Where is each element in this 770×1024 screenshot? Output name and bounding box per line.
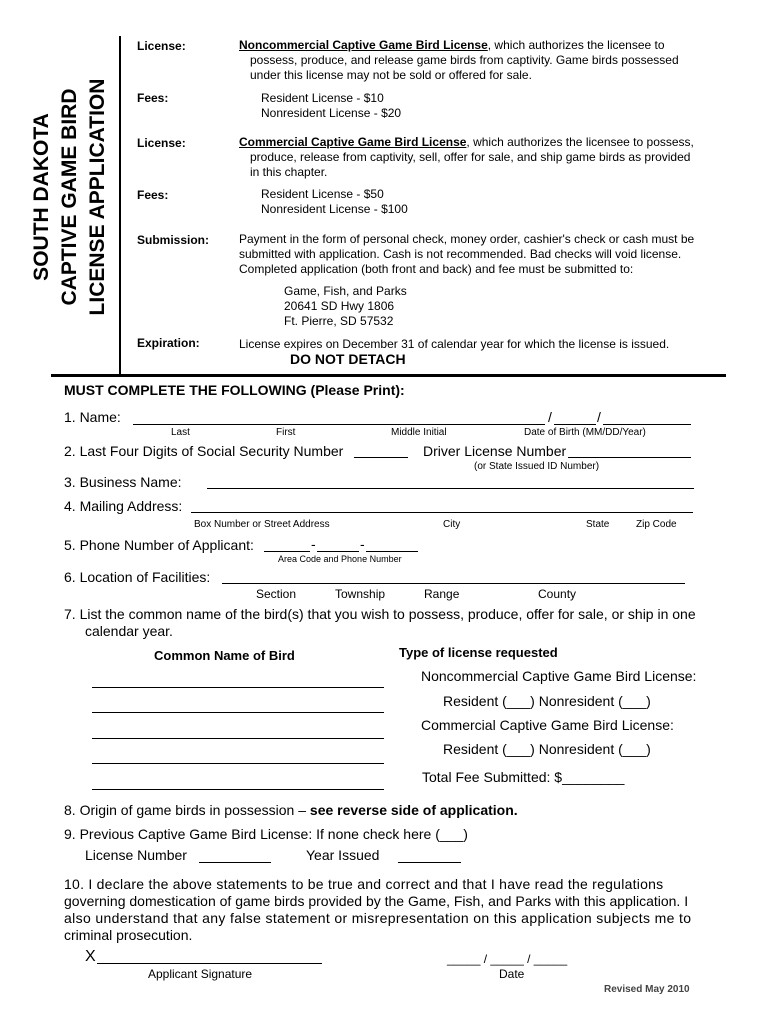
q10-line-a: 10. I declare the above statements to be true and correct and that I have read the regulations bbox=[64, 876, 664, 892]
address-line-3: Ft. Pierre, SD 57532 bbox=[284, 314, 394, 328]
license-type-noncommercial-options[interactable]: Resident (___) Nonresident (___) bbox=[443, 693, 651, 709]
header-divider-vertical bbox=[119, 36, 121, 374]
dob-slash-1: / bbox=[548, 409, 552, 425]
q9-year-issued-label: Year Issued bbox=[306, 847, 380, 863]
license-1-name: Noncommercial Captive Game Bird License bbox=[239, 38, 488, 52]
q10-line-b: governing domestication of game birds provided by the Game, Fish, and Parks with this application. I bbox=[64, 893, 689, 909]
license-2-text-c: in this chapter. bbox=[250, 165, 328, 179]
applicant-signature-field[interactable] bbox=[97, 963, 322, 964]
license-label-2: License: bbox=[137, 136, 186, 150]
q2-label: 2. Last Four Digits of Social Security Number bbox=[64, 443, 344, 459]
q10-line-c: also understand that any false statement or misrepresentation on this application subjects me to bbox=[64, 910, 692, 926]
q10-line-d: criminal prosecution. bbox=[64, 927, 193, 943]
expiration-text: License expires on December 31 of calendar year for which the license is issued. bbox=[239, 337, 670, 351]
license-1-text-a: , which authorizes the licensee to bbox=[487, 38, 665, 52]
facility-location-field[interactable] bbox=[222, 583, 685, 584]
q2-driver-license-label: Driver License Number bbox=[423, 443, 567, 459]
license-type-commercial-options[interactable]: Resident (___) Nonresident (___) bbox=[443, 741, 651, 757]
q8-reverse-side: see reverse side of application. bbox=[309, 802, 518, 818]
fees-1-nonresident: Nonresident License - $20 bbox=[261, 106, 402, 120]
fees-2-resident: Resident License - $50 bbox=[261, 187, 384, 201]
q4-zip-label: Zip Code bbox=[636, 519, 677, 530]
dob-year-field[interactable] bbox=[603, 424, 691, 425]
submission-text bbox=[239, 232, 724, 277]
bird-name-line-5[interactable] bbox=[92, 789, 384, 790]
expiration-label: Expiration: bbox=[137, 336, 200, 350]
submission-label: Submission: bbox=[137, 233, 210, 247]
q4-box-label: Box Number or Street Address bbox=[194, 519, 330, 530]
date-label: Date bbox=[499, 967, 525, 981]
license-2-text-b: produce, release from captivity, sell, offer for sale, and ship game birds as provided bbox=[250, 150, 691, 164]
q6-township-label: Township bbox=[335, 587, 386, 601]
common-name-header: Common Name of Bird bbox=[154, 648, 295, 663]
driver-license-field[interactable] bbox=[568, 457, 691, 458]
phone-area-code-field[interactable] bbox=[264, 551, 310, 552]
mailing-address-field[interactable] bbox=[191, 512, 693, 513]
submission-text-c: Completed application (both front and back) and fee must be submitted to: bbox=[239, 262, 634, 276]
fees-1 bbox=[261, 91, 401, 121]
phone-dash-2: - bbox=[360, 536, 365, 552]
bird-name-line-4[interactable] bbox=[92, 763, 384, 764]
license-1-description bbox=[239, 38, 719, 83]
submission-text-a: Payment in the form of personal check, money order, cashier's check or cash must be bbox=[239, 232, 695, 246]
submission-text-b: submitted with application. Cash is not recommended. Bad checks will void license. bbox=[239, 247, 682, 261]
license-type-header: Type of license requested bbox=[399, 645, 558, 660]
q9-license-number-label: License Number bbox=[85, 847, 187, 863]
license-type-noncommercial: Noncommercial Captive Game Bird License: bbox=[421, 668, 697, 684]
q6-county-label: County bbox=[538, 587, 577, 601]
bird-name-line-1[interactable] bbox=[92, 687, 384, 688]
year-issued-field[interactable] bbox=[398, 862, 461, 863]
q7-label-b: calendar year. bbox=[85, 623, 173, 639]
fees-2-nonresident: Nonresident License - $100 bbox=[261, 202, 408, 216]
mailing-address bbox=[284, 284, 407, 329]
q8-label bbox=[64, 802, 518, 818]
name-field[interactable] bbox=[133, 424, 545, 425]
business-name-field[interactable] bbox=[207, 488, 694, 489]
q6-range-label: Range bbox=[424, 587, 460, 601]
q1-middle-label: Middle Initial bbox=[391, 427, 447, 438]
do-not-detach: DO NOT DETACH bbox=[290, 351, 406, 367]
signature-label: Applicant Signature bbox=[148, 967, 253, 981]
revised-date: Revised May 2010 bbox=[604, 984, 690, 995]
q8-text: 8. Origin of game birds in possession – bbox=[64, 802, 310, 818]
q6-section-label: Section bbox=[256, 587, 297, 601]
fees-2 bbox=[261, 187, 408, 217]
previous-license-number-field[interactable] bbox=[199, 862, 271, 863]
license-2-name: Commercial Captive Game Bird License bbox=[239, 135, 467, 149]
q10-declaration bbox=[64, 876, 691, 944]
total-fee-field[interactable]: Total Fee Submitted: $________ bbox=[422, 769, 625, 785]
phone-dash-1: - bbox=[311, 536, 316, 552]
license-type-commercial: Commercial Captive Game Bird License: bbox=[421, 717, 674, 733]
license-label-1: License: bbox=[137, 39, 186, 53]
q3-label: 3. Business Name: bbox=[64, 474, 182, 490]
q5-label: 5. Phone Number of Applicant: bbox=[64, 537, 254, 553]
fees-label-2: Fees: bbox=[137, 188, 169, 202]
ssn-last-four-field[interactable] bbox=[354, 457, 408, 458]
q4-label: 4. Mailing Address: bbox=[64, 498, 183, 514]
header-divider-horizontal bbox=[51, 374, 726, 377]
title-line-2: CAPTIVE GAME BIRD bbox=[58, 88, 81, 306]
license-1-text-c: under this license may not be sold or offered for sale. bbox=[250, 68, 532, 82]
phone-prefix-field[interactable] bbox=[317, 551, 359, 552]
address-line-2: 20641 SD Hwy 1806 bbox=[284, 299, 395, 313]
q2-dl-note: (or State Issued ID Number) bbox=[474, 461, 600, 472]
dob-day-field[interactable] bbox=[554, 424, 596, 425]
title-line-1: SOUTH DAKOTA bbox=[30, 113, 53, 281]
signature-date-field[interactable]: _____ / _____ / _____ bbox=[447, 952, 568, 966]
q7-label-a: 7. List the common name of the bird(s) that you wish to possess, produce, offer for sale, or ship in one bbox=[64, 606, 696, 622]
q1-label: 1. Name: bbox=[64, 409, 121, 425]
license-2-description bbox=[239, 135, 719, 180]
q6-label: 6. Location of Facilities: bbox=[64, 569, 211, 585]
fees-1-resident: Resident License - $10 bbox=[261, 91, 384, 105]
title-line-3: LICENSE APPLICATION bbox=[86, 78, 109, 316]
license-1-text-b: possess, produce, and release game birds from captivity. Game birds possessed bbox=[250, 53, 679, 67]
dob-slash-2: / bbox=[597, 409, 601, 425]
license-2-text-a: , which authorizes the licensee to possess, bbox=[466, 135, 694, 149]
bird-name-line-3[interactable] bbox=[92, 738, 384, 739]
q5-note: Area Code and Phone Number bbox=[278, 554, 402, 564]
address-line-1: Game, Fish, and Parks bbox=[284, 284, 407, 298]
q1-last-label: Last bbox=[171, 427, 190, 438]
q4-state-label: State bbox=[586, 519, 610, 530]
q1-dob-label: Date of Birth (MM/DD/Year) bbox=[524, 427, 646, 438]
document-title bbox=[30, 52, 116, 342]
form-heading: MUST COMPLETE THE FOLLOWING (Please Print): bbox=[64, 382, 405, 398]
bird-name-line-2[interactable] bbox=[92, 712, 384, 713]
q4-city-label: City bbox=[443, 519, 461, 530]
fees-label-1: Fees: bbox=[137, 91, 169, 105]
q9-label: 9. Previous Captive Game Bird License: If none check here (___) bbox=[64, 826, 468, 842]
phone-line-field[interactable] bbox=[366, 551, 418, 552]
q1-first-label: First bbox=[276, 427, 296, 438]
signature-x: X bbox=[85, 948, 96, 965]
